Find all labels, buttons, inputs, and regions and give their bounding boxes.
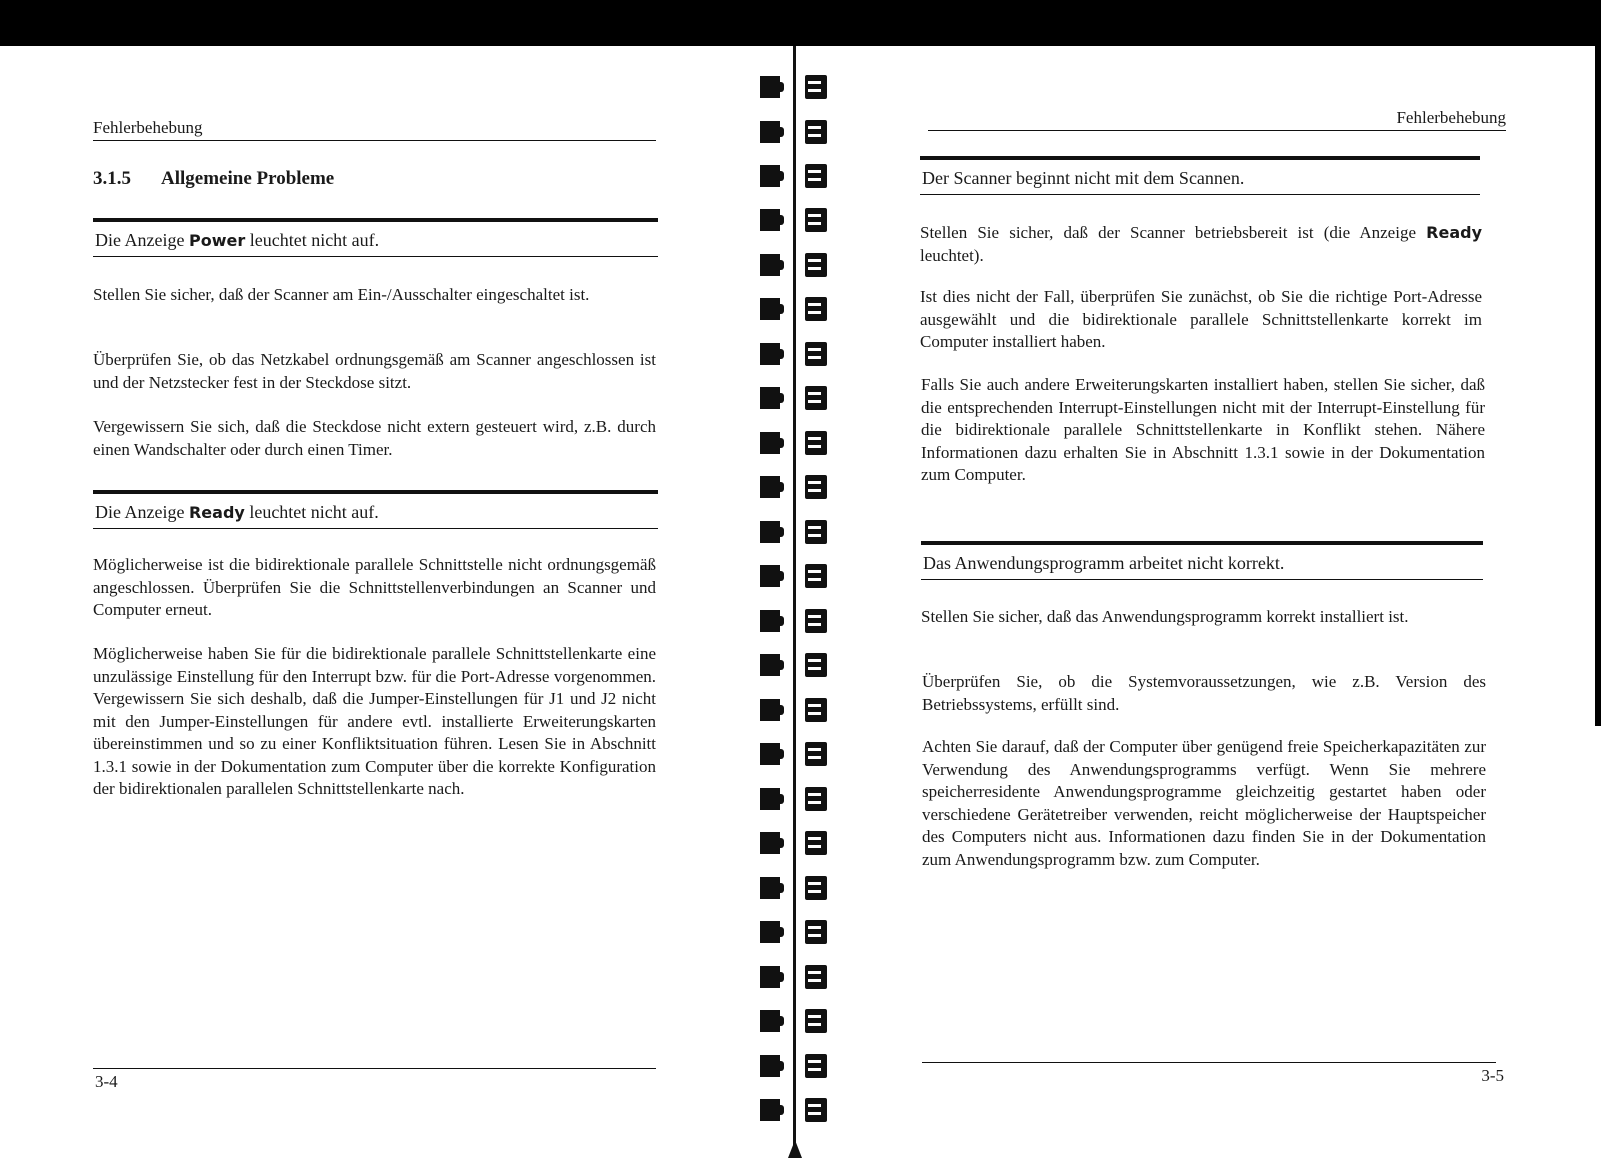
binding-ring: [760, 252, 855, 278]
application-paragraph-2: Überprüfen Sie, ob die Systemvoraussetzungen, wie z.B. Version des Betriebssystems, erfüllt sind.: [922, 672, 1486, 714]
binding-ring: [760, 341, 855, 367]
scanner-paragraph-2: Ist dies nicht der Fall, überprüfen Sie zunächst, ob Sie die richtige Port-Adresse ausgewählt und die bidirektionale parallele Schnittstellenkarte korrekt im Computer installiert haben.: [920, 287, 1482, 351]
binding-ring: [760, 74, 855, 100]
power-keyword: Power: [188, 231, 246, 250]
ready-title-post: leuchtet nicht auf.: [244, 502, 379, 522]
binding-ring: [760, 1008, 855, 1034]
binding-ring: [760, 608, 855, 634]
power-paragraph-1: Stellen Sie sicher, daß der Scanner am Ein-/Ausschalter eingeschaltet ist.: [93, 285, 590, 304]
binding-ring: [760, 786, 855, 812]
binding-spine-end: [788, 1140, 802, 1158]
scanner-paragraph-1: [920, 222, 1482, 267]
binding-ring: [760, 919, 855, 945]
application-block-title: Das Anwendungsprogramm arbeitet nicht korrekt.: [921, 541, 1483, 580]
binding-ring: [760, 875, 855, 901]
power-paragraph-3: Vergewissern Sie sich, daß die Steckdose nicht extern gesteuert wird, z.B. durch einen Wandschalter oder durch einen Timer.: [93, 417, 656, 459]
scanner-block-title: Der Scanner beginnt nicht mit dem Scannen.: [920, 156, 1480, 195]
power-paragraph-2: Überprüfen Sie, ob das Netzkabel ordnungsgemäß am Scanner angeschlossen ist und der Netzstecker fest in der Steckdose sitzt.: [93, 350, 656, 392]
binding-ring: [760, 563, 855, 589]
binding-ring: [760, 830, 855, 856]
scanner-p1-post: leuchtet).: [920, 245, 984, 265]
section-number: 3.1.5: [93, 168, 131, 189]
ready-keyword: Ready: [188, 503, 245, 522]
right-running-header: Fehlerbehebung: [928, 108, 1506, 131]
scan-right-edge-shadow: [1595, 46, 1601, 726]
binding-ring: [760, 1097, 855, 1123]
left-footer-rule: [93, 1068, 656, 1069]
right-page: [920, 46, 1506, 1160]
left-page: [93, 46, 656, 1160]
power-block-title: [93, 218, 658, 257]
power-title-pre: Die Anzeige: [95, 230, 189, 250]
ready-paragraph-2: Möglicherweise haben Sie für die bidirektionale parallele Schnittstellenkarte eine unzulässige Einstellung für den Interrupt bzw. für die Port-Adresse vorgenommen. Vergewissern Sie sich deshalb, daß die Jumper-Einstellungen für J1 und J2 nicht mit den Jumper-Einstellungen für andere evtl. installierte Erweiterungskarten übereinstimmen und so zu einer Konfliktsituation führen. Lesen Sie in Abschnitt 1.3.1 sowie in der Dokumentation zum Computer über die korrekte Konfiguration der bidirektionalen parallelen Schnittstellenkarte nach.: [93, 644, 656, 798]
application-paragraph-1: Stellen Sie sicher, daß das Anwendungsprogramm korrekt installiert ist.: [921, 607, 1409, 626]
ready-paragraph-1: Möglicherweise ist die bidirektionale parallele Schnittstelle nicht ordnungsgemäß angeschlossen. Überprüfen Sie die Schnittstellenverbindungen an Scanner und Computer erneut.: [93, 555, 656, 619]
section-heading: [93, 168, 334, 190]
binding-ring: [760, 385, 855, 411]
binding-ring: [760, 519, 855, 545]
binding-ring: [760, 430, 855, 456]
right-footer-rule: [922, 1062, 1496, 1063]
power-title-post: leuchtet nicht auf.: [245, 230, 380, 250]
binding-ring: [760, 1053, 855, 1079]
scanner-paragraph-3: Falls Sie auch andere Erweiterungskarten installiert haben, stellen Sie sicher, daß die entsprechenden Interrupt-Einstellungen nicht mit der Interrupt-Einstellung für die bidirektionale parallele Schnittstellenkarte in Konflikt stehen. Nähere Informationen dazu erhalten Sie in Abschnitt 1.3.1 sowie in der Dokumentation zum Computer.: [921, 375, 1485, 484]
binding-ring: [760, 741, 855, 767]
ready-block-title: [93, 490, 658, 529]
ready-title-pre: Die Anzeige: [95, 502, 189, 522]
binding-ring: [760, 652, 855, 678]
section-title: Allgemeine Probleme: [161, 168, 335, 189]
binding-ring: [760, 207, 855, 233]
binding-ring: [760, 697, 855, 723]
right-page-number: 3-5: [1481, 1066, 1504, 1085]
application-paragraph-3: Achten Sie darauf, daß der Computer über genügend freie Speicherkapazitäten zur Verwendung des Anwendungsprogramms verfügt. Wenn Sie mehrere speicherresidente Anwendungsprogramme gleichzeitig gestartet haben oder verschiedene Gerätetreiber verwenden, reicht möglicherweise der Hauptspeicher des Computers nicht aus. Informationen dazu finden Sie in der Dokumentation zum Anwendungsprogramm bzw. zum Computer.: [922, 737, 1486, 869]
binding-ring: [760, 119, 855, 145]
scanner-p1-pre: Stellen Sie sicher, daß der Scanner betriebsbereit ist (die Anzeige: [920, 223, 1427, 242]
binding-ring: [760, 474, 855, 500]
binding-ring: [760, 296, 855, 322]
left-running-header: Fehlerbehebung: [93, 118, 656, 141]
binding-ring: [760, 163, 855, 189]
scan-top-shadow: [0, 0, 1601, 46]
left-page-number: 3-4: [95, 1072, 118, 1091]
ready-keyword-right: Ready: [1426, 223, 1482, 242]
binding-ring: [760, 964, 855, 990]
spiral-binding: [760, 46, 855, 1160]
